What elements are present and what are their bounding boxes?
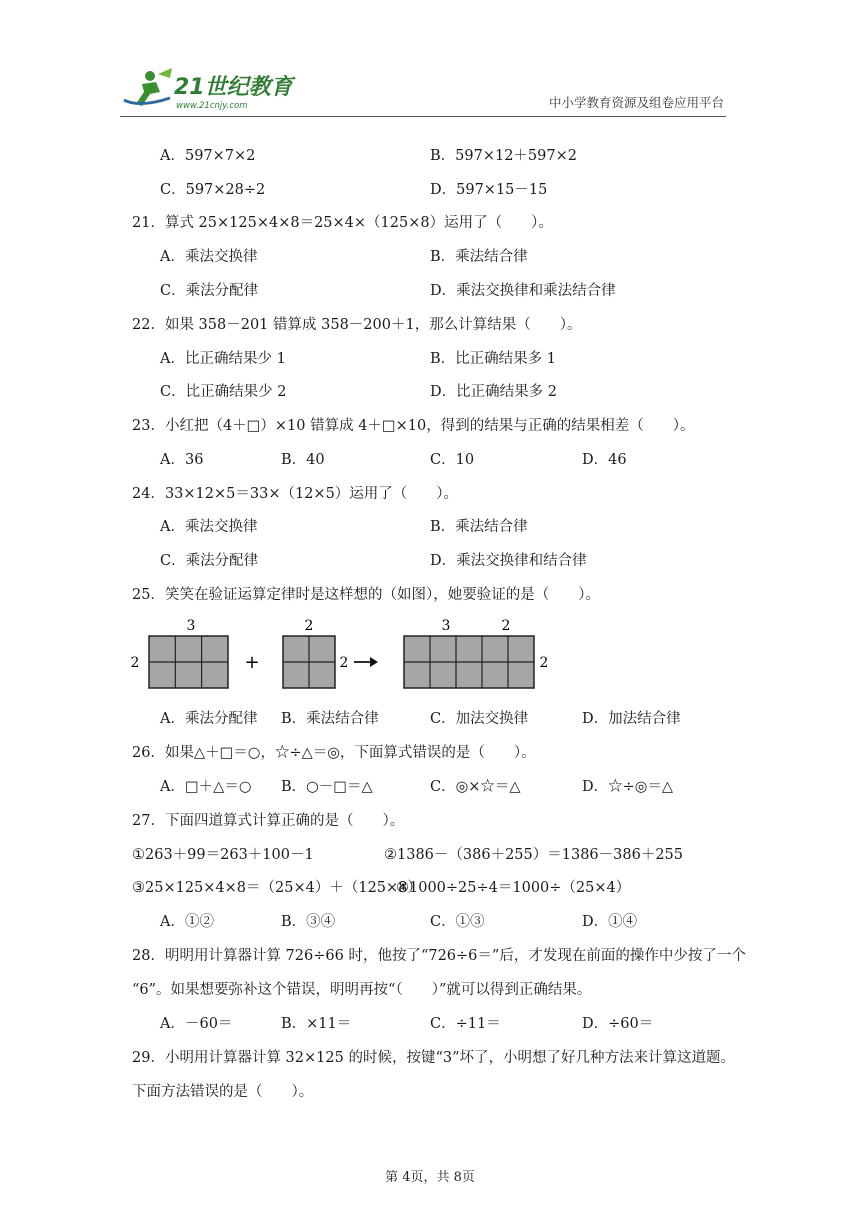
q21-option-b: B．乘法结合律 <box>430 249 528 265</box>
q21-option-c: C．乘法分配律 <box>160 283 259 299</box>
site-name: 中小学教育资源及组卷应用平台 <box>548 95 724 110</box>
rect3-width-label-1: 3 <box>441 618 451 634</box>
prev-option-c: C．597×28÷2 <box>160 182 266 198</box>
q26-option-d: D．☆÷◎＝△ <box>582 779 674 795</box>
q22-option-d: D．比正确结果多 2 <box>430 384 557 400</box>
rect3-height-label: 2 <box>539 655 549 671</box>
rect2-width-label: 2 <box>304 618 314 634</box>
q28-option-a: A．－60＝ <box>160 1016 233 1032</box>
rect1-width-label: 3 <box>186 618 196 634</box>
logo-text: 21世纪教育 <box>174 75 293 100</box>
q24-option-d: D．乘法交换律和结合律 <box>430 553 587 569</box>
q23-option-a: A．36 <box>160 452 204 468</box>
logo <box>120 64 310 114</box>
question-23-stem: 23．小红把（4＋□）×10 错算成 4＋□×10，得到的结果与正确的结果相差（ ）。 <box>132 418 695 434</box>
rect2-height-label: 2 <box>339 655 349 671</box>
question-25-stem: 25．笑笑在验证运算定律时是这样想的（如图），她要验证的是（ ）。 <box>132 587 600 603</box>
rect-2x2 <box>283 636 335 688</box>
question-28-stem-line1: 28．明明用计算器计算 726÷66 时，他按了“726÷6＝”后，才发现在前面的操作中少按了一个 <box>132 948 746 964</box>
q27-option-c: C．①③ <box>430 914 485 930</box>
q24-option-c: C．乘法分配律 <box>160 553 259 569</box>
q28-option-d: D．÷60＝ <box>582 1016 654 1032</box>
q26-option-c: C．◎×☆＝△ <box>430 779 521 795</box>
rect-5x2 <box>404 636 534 688</box>
q25-option-d: D．加法结合律 <box>582 711 681 727</box>
runner-icon <box>124 68 172 106</box>
q25-option-b: B．乘法结合律 <box>281 711 379 727</box>
plus-sign: + <box>244 652 260 673</box>
question-27-stem: 27．下面四道算式计算正确的是（ ）。 <box>132 813 405 829</box>
question-28-stem-line2: “6”。如果想要弥补这个错误，明明再按“（ ）”就可以得到正确结果。 <box>132 982 592 998</box>
prev-option-a: A．597×7×2 <box>160 148 256 164</box>
logo-url: www.21cnjy.com <box>176 101 248 111</box>
q22-option-c: C．比正确结果少 2 <box>160 384 287 400</box>
q22-option-b: B．比正确结果多 1 <box>430 351 556 367</box>
question-24-stem: 24．33×12×5＝33×（12×5）运用了（ ）。 <box>132 486 459 502</box>
question-21-stem: 21．算式 25×125×4×8＝25×4×（125×8）运用了（ ）。 <box>132 215 553 231</box>
prev-option-d: D．597×15－15 <box>430 182 548 198</box>
q27-item-3: ③25×125×4×8＝（25×4）＋（125×8） <box>132 880 422 896</box>
q27-item-4: ④1000÷25÷4＝1000÷（25×4） <box>396 880 631 896</box>
q21-option-a: A．乘法交换律 <box>160 249 258 265</box>
q28-option-c: C．÷11＝ <box>430 1016 501 1032</box>
page-header <box>120 60 726 117</box>
rect3-width-label-2: 2 <box>501 618 511 634</box>
question-29-stem-line1: 29．小明用计算器计算 32×125 的时候，按键“3”坏了，小明想了好几种方法来计算这道题。 <box>132 1050 735 1066</box>
q27-option-b: B．③④ <box>281 914 336 930</box>
q26-option-b: B．○－□＝△ <box>281 779 373 795</box>
question-29-stem-line2: 下面方法错误的是（ ）。 <box>132 1084 314 1100</box>
q23-option-b: B．40 <box>281 452 325 468</box>
q25-option-a: A．乘法分配律 <box>160 711 258 727</box>
q25-option-c: C．加法交换律 <box>430 711 529 727</box>
q27-option-a: A．①② <box>160 914 214 930</box>
rect1-height-label: 2 <box>130 655 140 671</box>
q21-option-d: D．乘法交换律和乘法结合律 <box>430 283 616 299</box>
arrow-icon <box>354 657 378 667</box>
q22-option-a: A．比正确结果少 1 <box>160 351 286 367</box>
question-26-stem: 26．如果△＋□＝○，☆÷△＝◎，下面算式错误的是（ ）。 <box>132 745 536 761</box>
prev-option-b: B．597×12＋597×2 <box>430 148 577 164</box>
q23-option-d: D．46 <box>582 452 627 468</box>
area-model-figure <box>125 612 565 692</box>
q28-option-b: B．×11＝ <box>281 1016 352 1032</box>
q24-option-a: A．乘法交换律 <box>160 519 258 535</box>
rect-3x2 <box>149 636 228 688</box>
q26-option-a: A．□＋△＝○ <box>160 779 252 795</box>
q27-item-1: ①263＋99＝263＋100－1 <box>132 847 314 863</box>
q23-option-c: C．10 <box>430 452 475 468</box>
q24-option-b: B．乘法结合律 <box>430 519 528 535</box>
page-number: 第 4页，共 8页 <box>385 1170 475 1185</box>
question-22-stem: 22．如果 358－201 错算成 358－200＋1，那么计算结果（ ）。 <box>132 317 582 333</box>
q27-item-2: ②1386－（386＋255）＝1386－386＋255 <box>384 847 684 863</box>
q27-option-d: D．①④ <box>582 914 638 930</box>
